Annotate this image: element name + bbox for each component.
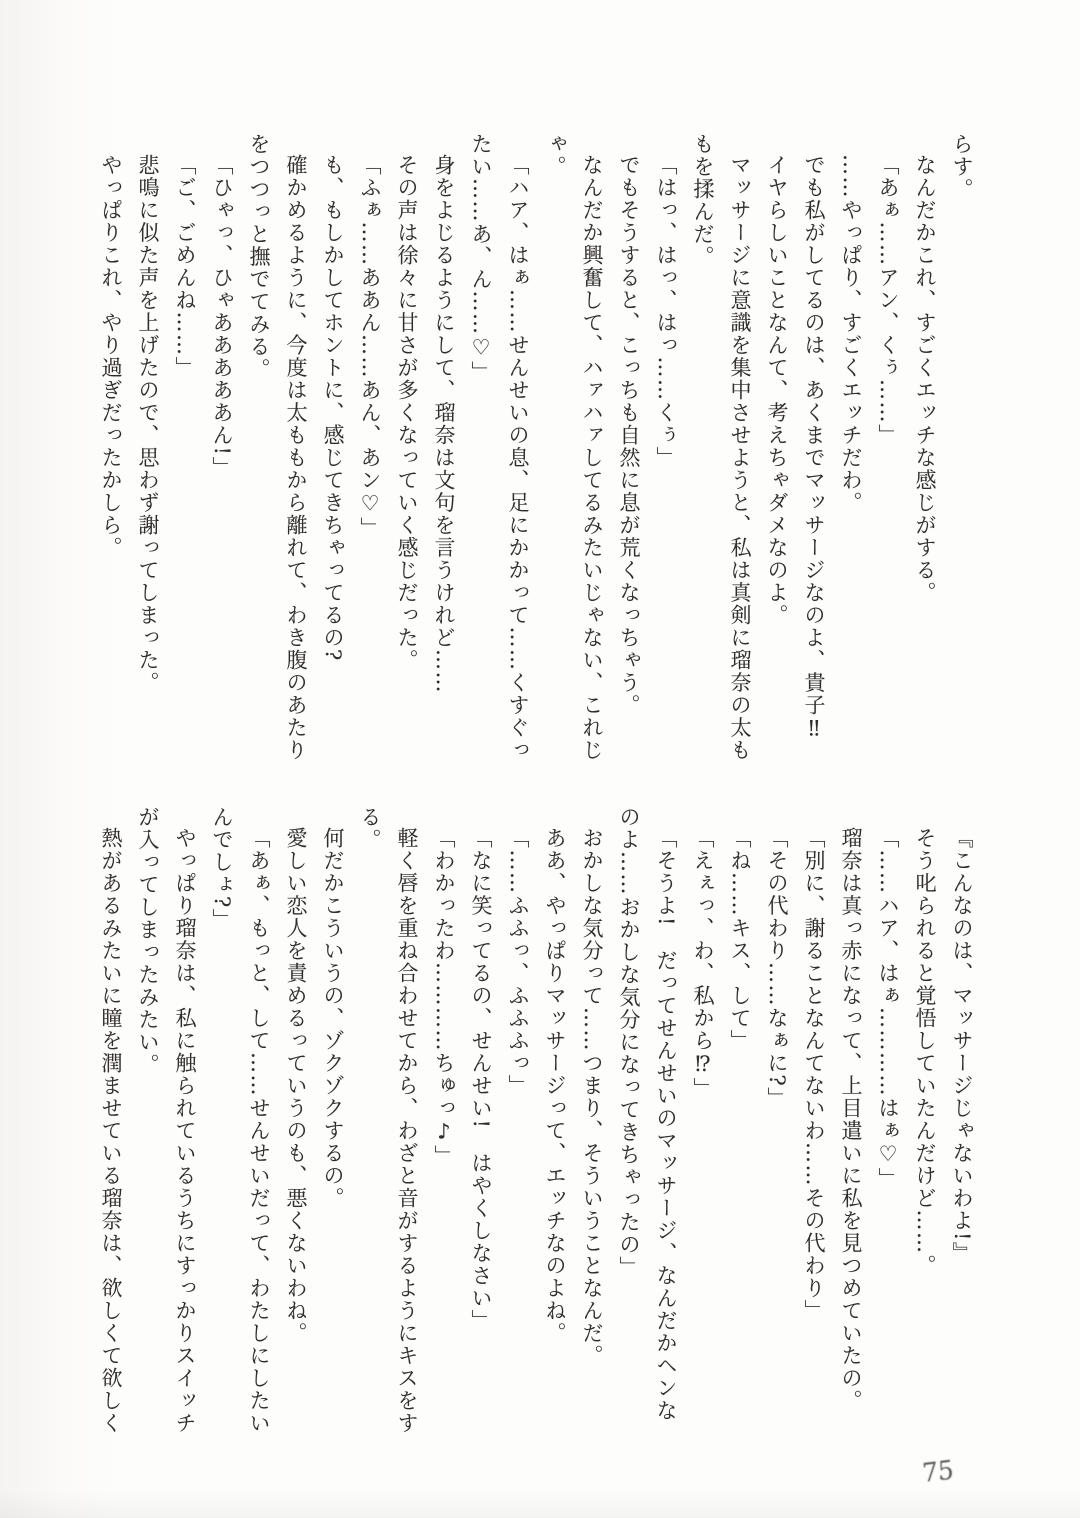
paragraph: でもそうすると、こっちも自然に息が荒くなっちゃう。 (617, 154, 641, 717)
dialogue-line: 「別に、謝ることなんてないわ……その代わり」 (802, 827, 826, 1322)
paragraph: 確かめるように、今度は太ももから離れて、わき腹のあたりをつつっと撫でてみる。 (247, 133, 308, 762)
dialogue-line: 「えぇっ、わ、私から⁉」 (691, 827, 715, 1100)
paragraph: 何だかこういうの、ゾクゾクするの。 (321, 827, 345, 1210)
dialogue-line: 「……ハア、はぁ…………はぁ♡」 (876, 827, 900, 1190)
paragraph: なんだかこれ、すごくエッチな感じがする。 (913, 154, 937, 604)
paragraph: 愛しい恋人を責めるっていうのも、悪くないわね。 (284, 827, 308, 1345)
paragraph: イヤらしいことなんて、考えちゃダメなのよ。 (765, 154, 789, 627)
dialogue-line: 「その代わり……なぁに?」 (765, 827, 789, 1110)
dialogue-line: 「ハア、はぁ……せんせいの息、足にかかって……くすぐったい……あ、ん……♡」 (469, 133, 530, 762)
dialogue-line: 「ね……キス、して」 (728, 827, 752, 1052)
paragraph: その声は徐々に甘さが多くなっていく感じだった。 (395, 154, 419, 672)
dialogue-line: 「……ふふっ、ふふふっ」 (506, 827, 530, 1097)
dialogue-line: 「あぁ……アン、くぅ……」 (876, 154, 900, 447)
paragraph: なんだか興奮して、ハァハァしてるみたいじゃない、これじゃ。 (543, 133, 604, 762)
dialogue-line: 「あぁ、もっと、して……せんせいだって、わたしにしたいんでしょ?」 (210, 806, 271, 1435)
paragraph: らす。 (950, 133, 974, 201)
paragraph: ああ、やっぱりマッサージって、エッチなのよね。 (543, 827, 567, 1345)
paragraph: そう叱られると覚悟していたんだけど……。 (913, 827, 937, 1277)
paragraph: 悲鳴に似た声を上げたので、思わず謝ってしまった。 (136, 154, 160, 694)
upper-text-block (88, 133, 980, 765)
paragraph: おかしな気分って……つまり、そういうことなんだ。 (580, 827, 604, 1367)
paragraph: 瑠奈は真っ赤になって、上目遣いに私を見つめていたの。 (839, 827, 863, 1412)
dialogue-line: 「ふぁ……ああん……あん、あン♡」 (358, 154, 382, 540)
dialogue-line: 「ご、ごめんね……」 (173, 154, 197, 379)
paragraph: ……やっぱり、すごくエッチだわ。 (839, 154, 863, 514)
dialogue-line: 「ひゃっ、ひゃあああああん!」 (210, 154, 234, 479)
paragraph: マッサージに意識を集中させようと、私は真剣に瑠奈の太ももを揉んだ。 (691, 133, 752, 762)
dialogue-line: 『こんなのは、マッサージじゃないわよ!』 (950, 827, 974, 1265)
dialogue-line: 「わかったわ…………ちゅっ♪」 (432, 827, 456, 1168)
paragraph: 身をよじるようにして、瑠奈は文句を言うけれど…… (432, 154, 456, 694)
dialogue-line: 「なに笑ってるの、せんせい! はやくしなさい」 (469, 827, 493, 1332)
paragraph: やっぱりこれ、やり過ぎだったかしら。 (99, 154, 123, 559)
paragraph: も、もしかしてホントに、感じてきちゃってるの? (321, 154, 345, 662)
paragraph: でも私がしてるのは、あくまでマッサージなのよ、貴子‼ (802, 154, 826, 742)
paragraph: 軽く唇を重ね合わせてから、わざと音がするようにキスをする。 (358, 806, 419, 1435)
dialogue-line: 「そうよ! だってせんせいのマッサージ、なんだかヘンなのよ……おかしな気分になってきちゃったの」 (617, 806, 678, 1422)
paragraph: 熱があるみたいに瞳を潤ませている瑠奈は、欲しくて欲しく (99, 827, 123, 1435)
paragraph: やっぱり瑠奈は、私に触られているうちにすっかりスイッチが入ってしまったみたい。 (136, 806, 197, 1435)
page-number: 75 (921, 1454, 955, 1489)
lower-text-block (88, 806, 980, 1438)
dialogue-line: 「はっ、はっ、はっ……くぅ」 (654, 154, 678, 469)
